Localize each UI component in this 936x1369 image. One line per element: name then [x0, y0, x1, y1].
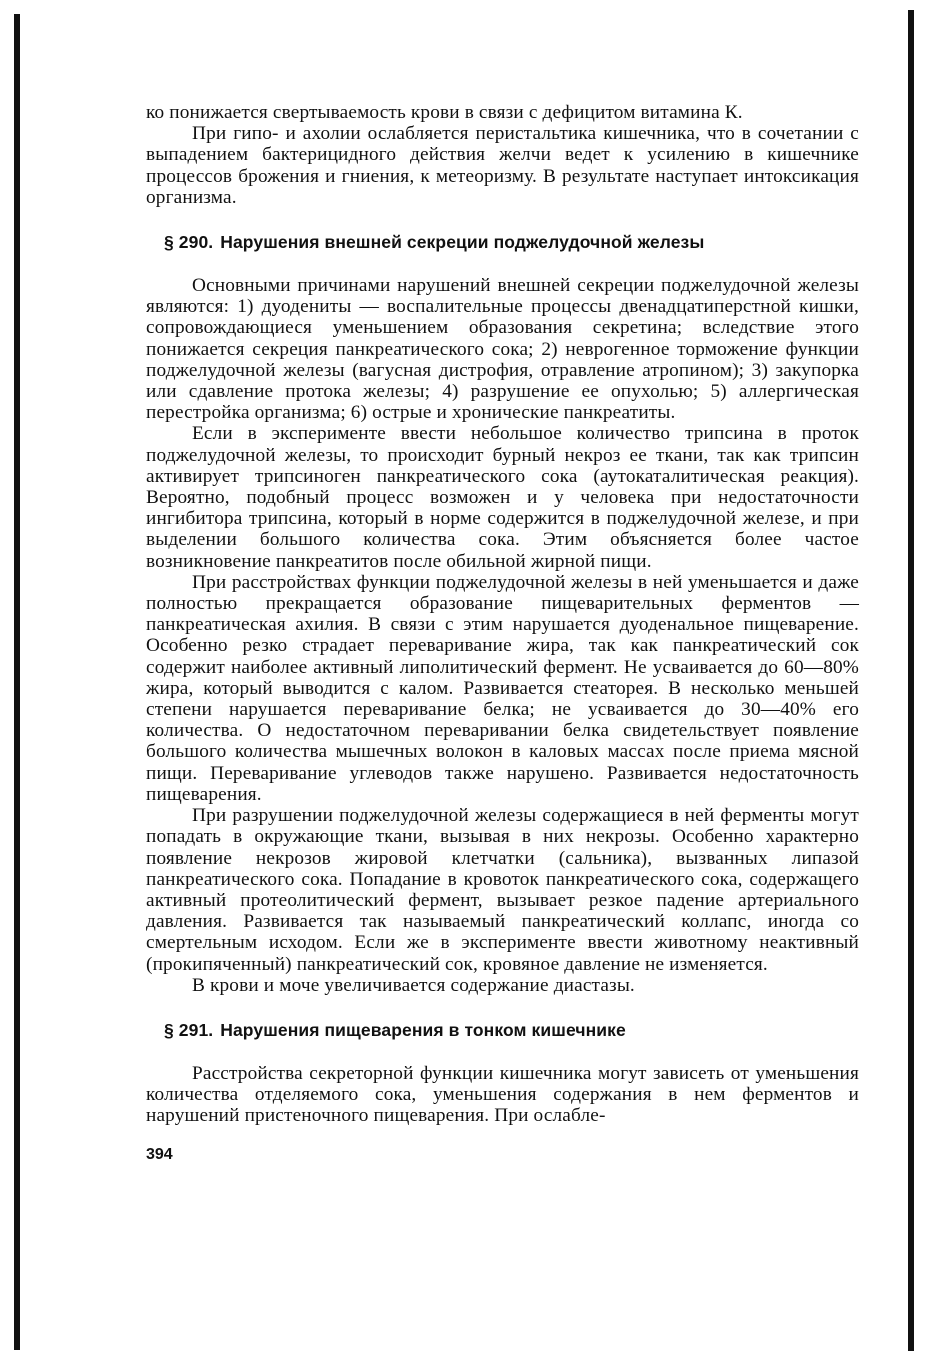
- paragraph-290-achylia: При расстройствах функции поджелудочной железы в ней уменьшается и даже полностью прекращается образование пищеварительных ферментов — панкреатическая ахилия. В связи с этим нарушается дуоденальное пищеварение. Особенно резко страдает переваривание жира, так как панкреатический сок содержит наиболее активный липолитический фермент. Не усваивается до 60—80% жира, который выводится с калом. Развивается стеаторея. В несколько меньшей степени нарушается переваривание белка; не усваивается до 30—40% его количества. О недостаточном переваривании белка свидетельствует появление большого количества мышечных волокон в каловых массах после приема мясной пищи. Переваривание углеводов также нарушено. Развивается недостаточность пищеварения.: [146, 571, 859, 805]
- paragraph-290-trypsin: Если в эксперименте ввести небольшое количество трипсина в проток поджелудочной железы, то происходит бурный некроз ее ткани, так как трипсин активирует трипсиноген панкреатического сока (аутокаталитическая реакция). Вероятно, подобный процесс возможен и у человека при недостаточности ингибитора трипсина, который в норме содержится в поджелудочной железе, и при выделении большого количества сока. Этим объясняется более частое возникновение панкреатитов после обильной жирной пищи.: [146, 423, 859, 572]
- section-290-title: Нарушения внешней секреции поджелудочной железы: [220, 232, 705, 253]
- scan-edge-left: [14, 14, 20, 1350]
- paragraph-290-necrosis: При разрушении поджелудочной железы содержащиеся в ней ферменты могут попадать в окружающие ткани, вызывая в них некрозы. Особенно характерно появление некрозов жировой клетчатки (сальника), вызванных липазой панкреатического сока. Попадание в кровоток панкреатического сока, содержащего активный протеолитический фермент, вызывает резкое падение артериального давления. Развивается так называемый панкреатический коллапс, иногда со смертельным исходом. Если же в эксперименте ввести животному неактивный (прокипяченный) панкреатический сок, кровяное давление не изменяется.: [146, 805, 859, 975]
- paragraph-290-causes: Основными причинами нарушений внешней секреции поджелудочной железы являются: 1) дуодениты — воспалительные процессы двенадцатиперстной кишки, сопровождающиеся уменьшением образования секретина; вследствие этого понижается секреция панкреатического сока; 2) неврогенное торможение функции поджелудочной железы (вагусная дистрофия, отравление атропином); 3) закупорка или сдавление протока железы; 4) разрушение ее опухолью; 5) аллергическая перестройка организма; 6) острые и хронические панкреатиты.: [146, 275, 859, 424]
- section-290-heading: [164, 232, 859, 253]
- paragraph-290-diastase: В крови и моче увеличивается содержание диастазы.: [192, 974, 635, 996]
- section-290-number: § 290.: [164, 232, 214, 253]
- page-number: 394: [146, 1145, 173, 1163]
- section-291-heading: [164, 1020, 859, 1041]
- book-page: [146, 102, 859, 1165]
- paragraph-cholia: При гипо- и ахолии ослабляется перистальтика кишечника, что в сочетании с выпадением бактерицидного действия желчи ведет к усилению в кишечнике процессов брожения и гниения, к метеоризму. В результате наступает интоксикация организма.: [146, 123, 859, 208]
- section-291-number: § 291.: [164, 1019, 214, 1040]
- scan-edge-right: [908, 10, 914, 1351]
- paragraph-continued: ко понижается свертываемость крови в связи с дефицитом витамина К.: [146, 102, 743, 123]
- section-291-title: Нарушения пищеварения в тонком кишечнике: [220, 1019, 626, 1040]
- paragraph-291-secretion: Расстройства секреторной функции кишечника могут зависеть от уменьшения количества отделяемого сока, уменьшения содержания в нем ферментов и нарушений пристеночного пищеварения. При ослабле-: [146, 1062, 859, 1127]
